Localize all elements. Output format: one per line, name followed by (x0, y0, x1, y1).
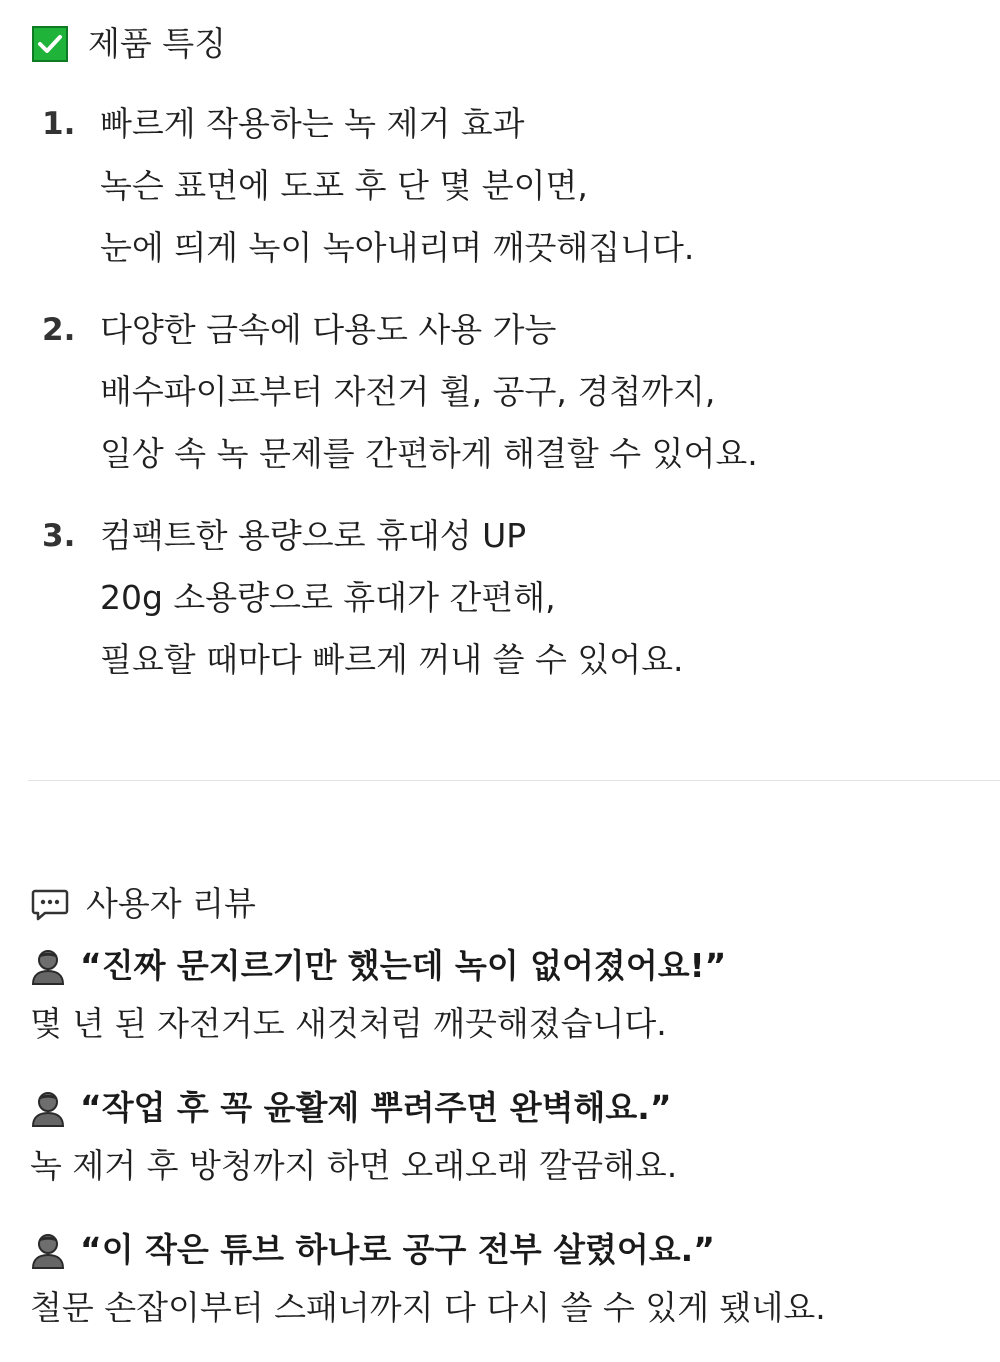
review-quote: “이 작은 튜브 하나로 공구 전부 살렸어요.” (80, 1230, 715, 1269)
feature-number: 1. (42, 106, 76, 142)
features-heading (32, 24, 226, 64)
reviews-title: 사용자 리뷰 (86, 884, 256, 923)
section-divider (28, 780, 1000, 781)
feature-description-line: 일상 속 녹 문제를 간편하게 해결할 수 있어요. (100, 434, 758, 473)
review-quote: “진짜 문지르기만 했는데 녹이 없어졌어요!” (80, 946, 727, 985)
review-body: 철문 손잡이부터 스패너까지 다 다시 쓸 수 있게 됐네요. (30, 1288, 826, 1327)
feature-number: 3. (42, 518, 76, 554)
review-item (30, 944, 990, 1046)
person-icon (30, 1230, 66, 1270)
feature-description-line: 배수파이프부터 자전거 휠, 공구, 경첩까지, (100, 372, 716, 411)
feature-description-line: 20g 소용량으로 휴대가 간편해, (100, 578, 556, 617)
review-quote: “작업 후 꼭 윤활제 뿌려주면 완벽해요.” (80, 1088, 672, 1127)
review-item (30, 1228, 990, 1330)
person-icon (30, 946, 66, 986)
features-title: 제품 특징 (88, 24, 227, 63)
review-item (30, 1086, 990, 1188)
feature-description-line: 눈에 띄게 녹이 녹아내리며 깨끗해집니다. (100, 228, 695, 267)
review-body: 몇 년 된 자전거도 새것처럼 깨끗해졌습니다. (30, 1004, 667, 1043)
speech-balloon-icon (30, 884, 70, 924)
feature-title: 다양한 금속에 다용도 사용 가능 (100, 310, 557, 349)
check-mark-button-icon (32, 26, 68, 62)
feature-description-line: 녹슨 표면에 도포 후 단 몇 분이면, (100, 166, 588, 205)
feature-number: 2. (42, 312, 76, 348)
reviews-heading (30, 884, 256, 924)
review-body: 녹 제거 후 방청까지 하면 오래오래 깔끔해요. (30, 1146, 678, 1185)
feature-title: 빠르게 작용하는 녹 제거 효과 (100, 104, 525, 143)
feature-title: 컴팩트한 용량으로 휴대성 UP (100, 516, 527, 555)
feature-description-line: 필요할 때마다 빠르게 꺼내 쓸 수 있어요. (100, 640, 684, 679)
person-icon (30, 1088, 66, 1128)
